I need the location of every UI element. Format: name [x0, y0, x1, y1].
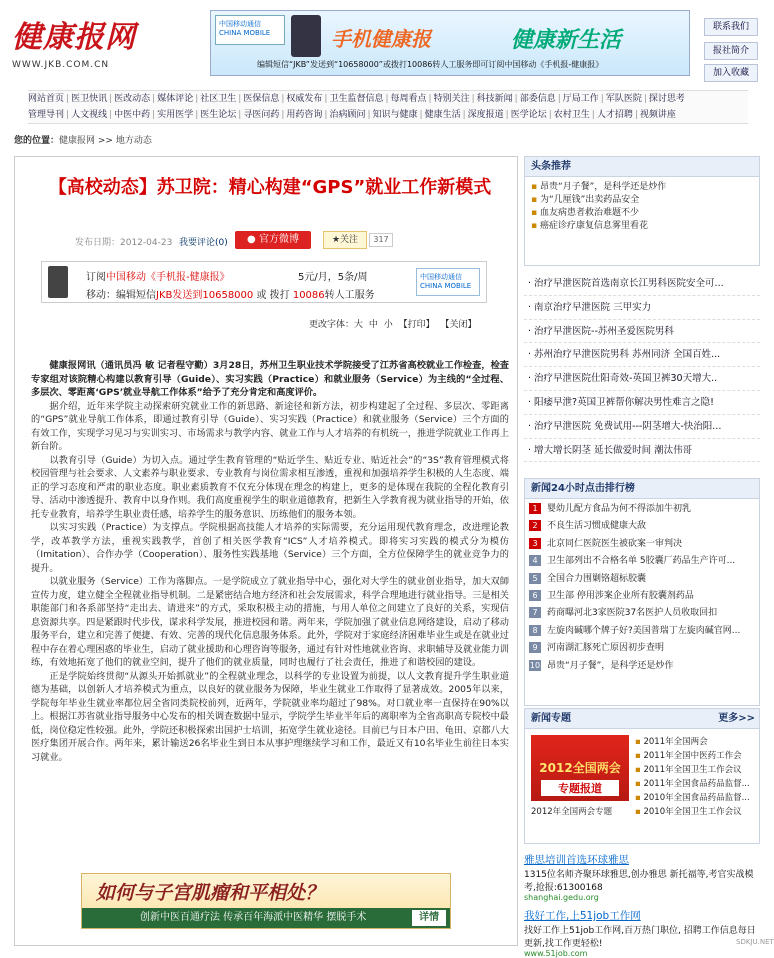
- sponsored-links: [524, 272, 760, 472]
- rank-number: 6: [529, 590, 541, 601]
- headline-item[interactable]: ▪ 昂贵“月子餐”，是科学还是炒作: [531, 181, 753, 194]
- nav-separator: |: [195, 94, 199, 104]
- nav-link[interactable]: 健康生活: [424, 110, 461, 120]
- nav-separator: |: [548, 110, 552, 120]
- rank-number: 2: [529, 520, 541, 531]
- ranking-title: 新闻24小时点击排行榜: [525, 479, 759, 499]
- nav-separator: |: [281, 94, 285, 104]
- nav-separator: |: [600, 94, 604, 104]
- article-title: 【高校动态】苏卫院：精心构建“GPS”就业工作新模式: [48, 177, 492, 198]
- ranking-text: 不良生活习惯成健康大敌: [547, 521, 647, 532]
- nav-separator: |: [281, 110, 285, 120]
- nav-link[interactable]: 人才招聘: [596, 110, 633, 120]
- text-ad-desc: 1315位名师齐聚环球雅思,创办雅思 新托福等,考官实战模考,抢报:61300168: [524, 870, 754, 893]
- sponsored-link-text: 阳痿早泄?英国卫裤帮你解决男性难言之隐!: [534, 396, 714, 408]
- nav-separator: |: [514, 94, 518, 104]
- nav-link[interactable]: 探讨思考: [648, 94, 685, 104]
- nav-link[interactable]: 人文视线: [71, 110, 108, 120]
- ranking-text: 婴幼儿配方食品为何不得添加牛初乳: [547, 504, 692, 514]
- phone-icon: [48, 266, 68, 298]
- ranking-item[interactable]: [529, 501, 755, 518]
- sponsored-link[interactable]: [524, 296, 760, 320]
- sidebar: [524, 156, 774, 958]
- breadcrumb: [14, 133, 152, 146]
- text-ad[interactable]: [524, 852, 760, 902]
- topics-more-link[interactable]: 更多>>: [718, 713, 755, 724]
- nav-link[interactable]: 用药咨询: [286, 110, 323, 120]
- header: [0, 0, 764, 84]
- text-ad-title[interactable]: 我好工作,上51job工作网: [524, 910, 641, 922]
- bottom-ad-subtitle: 创新中医百通疗法 传承百年海派中医精华 摆脱手术: [82, 908, 450, 928]
- bullet-icon: ·: [528, 420, 535, 432]
- nav-separator: |: [152, 110, 156, 120]
- nav-link[interactable]: 农村卫生: [553, 110, 590, 120]
- ranking-text: 河南湖汇豚死亡原因初步查明: [547, 643, 665, 654]
- topic-item[interactable]: ▪ 2010年全国食品药品监督...: [635, 791, 759, 805]
- ranking-item[interactable]: [529, 553, 755, 570]
- rank-number: 8: [529, 625, 541, 636]
- ad-l2-code: JKB发送到10658000: [156, 290, 254, 301]
- topics-title: 新闻专题: [531, 713, 571, 724]
- nav-separator: |: [324, 110, 328, 120]
- nav-separator: |: [428, 94, 432, 104]
- logo-title: 健康报网: [12, 20, 136, 55]
- article-paragraph: 以就业服务（Service）工作为落脚点。一是学院成立了就业指导中心，强化对大学生的就业创业指导，加大双師宣传力度，建立健全全程就业指导机制。二是紧密结合地方经济和社会发展需求，科学合理地进行就业指导。三是相关职能部门和各系部坚持“走出去、请进来”的方式，采取积极主动的措施，与用人单位之间建立了良好的关系，实现信息资源共享。四是紧跟时代步伐，谋求科学发展，推进校园和谐。两年来，学院加强了就业信息网络建设，启动了移动服务平台，建立和完善了便捷、有效、完善的现代化信息服务体系。此外，学院对于家庭经济困难毕业生或是在就业过程中存在着心理困惑的毕业生，启动了就业援助和心理咨询等服务，通过有针对性地就业咨询、求职辅导及就业能力训练，有效地拓宽了他们的就业空间，提升了他们的就业质量，同时也履行了社会责任，推进了和谐校园的建设。: [31, 576, 509, 668]
- nav-link[interactable]: 社区卫生: [200, 94, 237, 104]
- nav-separator: |: [238, 94, 242, 104]
- nav-separator: |: [324, 94, 328, 104]
- ad-l2-prefix: 移动：编辑短信: [86, 290, 156, 301]
- topic-list: [635, 735, 759, 819]
- nav-link[interactable]: 医学论坛: [510, 110, 547, 120]
- nav-separator: |: [109, 94, 113, 104]
- bottom-ad-banner[interactable]: [81, 873, 451, 929]
- ranking-item[interactable]: [529, 571, 755, 588]
- ad-l2-suffix: 转人工服务: [324, 290, 375, 301]
- ranking-box: [524, 478, 760, 706]
- nav-separator: |: [505, 110, 509, 120]
- nav-link[interactable]: 医保信息: [243, 94, 280, 104]
- ad-brand: 中国移动《手机报-健康报》: [106, 272, 230, 283]
- add-favorite-button[interactable]: 加入收藏: [704, 64, 758, 82]
- topic-image-title: 2012全国两会: [539, 761, 621, 775]
- comment-link[interactable]: 我要评论(0): [179, 238, 228, 248]
- nav-link[interactable]: 寻医问药: [243, 110, 280, 120]
- nav-separator: |: [66, 94, 70, 104]
- headline-item[interactable]: ▪ 为“几厘钱”出卖药品安全: [531, 194, 753, 207]
- sponsored-link-text: 增大增长阴茎 延长做爱时间 潮汰伟哥: [534, 444, 693, 456]
- sponsored-link-text: 治疗早泄医院--苏州圣爱医院男科: [534, 325, 674, 337]
- nav-separator: |: [634, 110, 638, 120]
- article-body: [31, 359, 509, 764]
- nav-separator: |: [591, 110, 595, 120]
- headline-item[interactable]: ▪ 血友病患者救治难题不少: [531, 207, 753, 220]
- breadcrumb-label: 您的位置：: [14, 136, 60, 146]
- nav-separator: |: [367, 110, 371, 120]
- ad-price: 5元/月，5条/周: [298, 272, 368, 283]
- topic-item[interactable]: ▪ 2011年全国中医药工作会: [635, 749, 759, 763]
- rank-number: 7: [529, 607, 541, 618]
- nav-link[interactable]: 每周看点: [390, 94, 427, 104]
- ad-l2-mid: 或 拨打: [256, 290, 290, 301]
- text-ad-desc: 找好工作上51job工作网,百万热门职位, 招聘工作信息每日更新,找工作更轻松!: [524, 926, 756, 949]
- topic-image-sub: 专题报道: [541, 780, 619, 796]
- header-banner[interactable]: [210, 10, 690, 76]
- nav-link[interactable]: 治病顾问: [329, 110, 366, 120]
- nav-link[interactable]: 视频讲座: [639, 110, 676, 120]
- nav-row-1: [28, 91, 748, 107]
- ad-line-1: [86, 268, 230, 283]
- nav-link[interactable]: 深度报道: [467, 110, 504, 120]
- rank-number: 3: [529, 538, 541, 549]
- banner-title-2: 健康新生活: [511, 28, 622, 53]
- nav-link[interactable]: 军队医院: [605, 94, 642, 104]
- bullet-icon: ·: [528, 325, 535, 337]
- weibo-button[interactable]: ● 官方微博: [235, 231, 311, 249]
- topic-item[interactable]: ▪ 2011年全国两会: [635, 735, 759, 749]
- main-nav: [28, 90, 748, 124]
- site-logo[interactable]: [12, 12, 172, 74]
- nav-link[interactable]: 科技新闻: [476, 94, 513, 104]
- rank-number: 9: [529, 642, 541, 653]
- rank-number: 4: [529, 555, 541, 566]
- sponsored-link[interactable]: [524, 320, 760, 344]
- article-paragraph: 据介绍，近年来学院主动探索研究就业工作的新思路、新途径和新方法，初步构建起了全过程、多层次、零距离的“GPS”就业导航工作体系，即通过教育引导（Guide）、实习实践（Practice）和就业服务（Service）三个方面的有效工作，实现学习见习与实训实习、市场需求与教学内容、就业工作与人才培养的有机统一，推进学院就业工作再上新台阶。: [31, 400, 509, 452]
- bullet-icon: ·: [528, 396, 535, 408]
- bottom-ad-title: 如何与子宫肌瘤和平相处？: [96, 882, 325, 904]
- nav-link[interactable]: 部委信息: [519, 94, 556, 104]
- nav-link[interactable]: 管理导刊: [28, 110, 65, 120]
- ranking-item[interactable]: [529, 588, 755, 605]
- follow-button[interactable]: [323, 231, 367, 249]
- ranking-item[interactable]: [529, 640, 755, 657]
- bullet-icon: ·: [528, 278, 535, 289]
- text-ad-title[interactable]: 雅思培训首选环球雅思: [524, 854, 629, 866]
- bullet-icon: ·: [528, 444, 535, 456]
- nav-link[interactable]: 知识与健康: [372, 110, 418, 120]
- topic-item[interactable]: ▪ 2011年全国食品药品监督...: [635, 777, 759, 791]
- bottom-ad-details-button[interactable]: 详情: [412, 910, 446, 926]
- headline-item[interactable]: ▪ 癌症诊疗康复信息雾里看花: [531, 220, 753, 233]
- phone-icon: [291, 15, 321, 57]
- ranking-text: 全国合力围剿铬超标胶囊: [547, 573, 647, 584]
- bullet-icon: ·: [528, 373, 535, 385]
- topics-header: [525, 709, 759, 729]
- nav-separator: |: [152, 94, 156, 104]
- article-paragraph: 以教育引导（Guide）为切入点。通过学生教育管理的“贴近学生、贴近专业、贴近社会”的“3S”教育管理模式将校园管理与社会要求、人文素养与职业要求、专业教育与岗位需求相互渗透，重视和加强培养学生积极的人生态度、端正的学习态度和严肃的职业态度。职业素质教育不仅充分体现在理念的构建上，更多的是体现在我院的全程化教育引导、活动中渗透提升、教育中以身作则。我们高度重视学生的职业道德教育，把新生入学教育视为就业指导的开始，依托专业教育，培养学生职业责任感，培养学生的服务意识、历练他们的服务本领。: [31, 454, 509, 520]
- ranking-item[interactable]: [529, 536, 755, 553]
- ranking-text: 药商曝河北3家医院37名医护人员收取回扣: [547, 608, 718, 619]
- headlines-title: 头条推荐: [525, 157, 759, 177]
- nav-separator: |: [462, 110, 466, 120]
- china-mobile-logo: 中国移动通信 CHINA MOBILE: [215, 15, 285, 45]
- font-size-bar[interactable]: 更改字体：大 中 小 【打印】 【关闭】: [309, 320, 477, 330]
- sponsored-link-text: 治疗早泄医院 免费试用---阴茎增大-快治阳...: [534, 420, 722, 432]
- ranking-text: 昂贵“月子餐”，是科学还是炒作: [547, 660, 674, 671]
- nav-link[interactable]: 卫生监督信息: [329, 94, 384, 104]
- ranking-text: 北京同仁医院医生被砍案一审判决: [547, 538, 683, 549]
- ad-l2-num: 10086: [292, 290, 325, 301]
- nav-link[interactable]: 医改动态: [114, 94, 151, 104]
- sponsored-link[interactable]: [524, 415, 760, 439]
- nav-link[interactable]: 医生论坛: [200, 110, 237, 120]
- publish-date: 发布日期：2012-04-23: [75, 238, 173, 248]
- nav-separator: |: [385, 94, 389, 104]
- headlines-list: [525, 177, 759, 237]
- nav-link[interactable]: 中医中药: [114, 110, 151, 120]
- ranking-list: [525, 499, 759, 677]
- nav-link[interactable]: 厅局工作: [562, 94, 599, 104]
- topic-item[interactable]: ▪ 2010年全国卫生工作会议: [635, 805, 759, 819]
- contact-us-button[interactable]: 联系我们: [704, 18, 758, 36]
- sponsored-link-text: 苏州治疗早泄医院男科 苏州同济 全国百姓...: [534, 349, 721, 361]
- breadcrumb-path[interactable]: 健康报网 >> 地方动态: [59, 136, 152, 146]
- sponsored-link[interactable]: [524, 439, 760, 463]
- ranking-item[interactable]: [529, 658, 755, 675]
- sponsored-link[interactable]: [524, 391, 760, 415]
- sponsored-link[interactable]: [524, 343, 760, 367]
- sponsored-link-text: 治疗早泄医院首选南京长江男科医院安全可...: [534, 278, 724, 289]
- nav-separator: |: [643, 94, 647, 104]
- article-paragraph: 正是学院始终贯彻“从源头开始抓就业”的全程就业理念，以科学的专业设置为前提，以人文教育提升学生职业道德为基础，以创新人才培养模式为重点，以良好的就业服务为保障，毕业生就业工作取得了显著成效。2005年以来，学院每年毕业生就业率都位居全省同类院校前列，近两年，学院就业率均超过了98%。对口就业率一直保持在90%以上。根据江苏省就业指导服务中心发布的相关调查数据中显示，学院学生毕业半年后的离职率为全省高职高专院校中最低，岗位稳定性较强。此外，学院还积极探索出国护士培训，拓宽学生就业途径。目前已与日本户田、龟田、京都八大医疗集团开展合作。两年来，累计输送26名毕业生到日本从事护理继续学习和工作，最近又有10名毕业生前往日本实习就业。: [31, 670, 509, 763]
- nav-link[interactable]: 媒体评论: [157, 94, 194, 104]
- nav-separator: |: [195, 110, 199, 120]
- weibo-label: 官方微博: [258, 234, 299, 245]
- article-paragraph: 以实习实践（Practice）为支撑点。学院根据高技能人才培养的实际需要，充分运用现代教育理念，改进理论教学，改革教学方法，重视实践教学，首创了相关医学教育“ICS”人才培养模式。即将实习实践的模式分为模仿（Imitation）、合作办学（Cooperation）、服务性实践基地（Service）三个方面，全方位保障学生的就业竞争力的提升。: [31, 522, 509, 574]
- nav-separator: |: [557, 94, 561, 104]
- sponsored-link-text: 南京治疗早泄医院 三甲实力: [534, 301, 652, 313]
- bullet-icon: ·: [528, 349, 535, 361]
- banner-title: 手机健康报: [331, 27, 431, 51]
- topic-item[interactable]: ▪ 2011年全国卫生工作会议: [635, 763, 759, 777]
- star-icon: ★: [331, 235, 341, 245]
- nav-separator: |: [419, 110, 423, 120]
- rank-number: 1: [529, 503, 541, 514]
- text-ad-url: www.51job.com: [524, 949, 588, 958]
- ranking-text: 卫生部列出不合格名单 5胶囊厂药品生产许可...: [547, 556, 736, 567]
- follow-count: 317: [369, 233, 393, 247]
- follow-label: 关注: [340, 235, 359, 245]
- china-mobile-logo: 中国移动通信 CHINA MOBILE: [416, 268, 480, 296]
- nav-separator: |: [109, 110, 113, 120]
- text-ads: [524, 852, 760, 958]
- text-ad[interactable]: [524, 908, 760, 958]
- topics-box: [524, 708, 760, 844]
- nav-link[interactable]: 实用医学: [157, 110, 194, 120]
- article-panel: [14, 156, 518, 946]
- article-paragraph: 健康报网讯（通讯员冯 敏 记者程守勤）3月28日，苏州卫生职业技术学院接受了江苏省高校就业工作检查，检查专家组对该院精心构建以教育引导（Guide）、实习实践（Practice）和就业服务（Service）为主线的“全过程、多层次、零距离‘GPS’就业导航工作体系”给予了充分肯定和高度评价。: [31, 360, 509, 398]
- watermark: SDKJU.NET: [736, 938, 774, 946]
- ad-prefix: 订阅: [86, 272, 106, 283]
- ranking-text: 左旋肉碱哪个牌子好?美国普瑞丁左旋肉碱官网...: [547, 625, 741, 636]
- logo-url: WWW.JKB.COM.CN: [12, 60, 110, 70]
- text-ad-url: shanghai.gedu.org: [524, 893, 599, 902]
- nav-link[interactable]: 权威发布: [286, 94, 323, 104]
- ranking-item[interactable]: [529, 518, 755, 535]
- nav-row-2: [28, 107, 748, 123]
- topic-image[interactable]: [531, 735, 629, 801]
- sponsored-link[interactable]: [524, 367, 760, 391]
- about-button[interactable]: 报社简介: [704, 42, 758, 60]
- nav-link[interactable]: 医卫快讯: [71, 94, 108, 104]
- banner-note: 编辑短信“JKB”发送到“10658000”或拨打10086转人工服务即可订阅中国移动《手机报-健康报》: [257, 60, 604, 69]
- nav-separator: |: [238, 110, 242, 120]
- sponsored-link[interactable]: [524, 272, 760, 296]
- bullet-icon: ·: [528, 301, 535, 313]
- ad-line-2: [86, 286, 375, 301]
- ranking-item[interactable]: [529, 605, 755, 622]
- nav-link[interactable]: 网站首页: [28, 94, 65, 104]
- rank-number: 10: [529, 660, 541, 670]
- nav-separator: |: [66, 110, 70, 120]
- nav-link[interactable]: 特别关注: [433, 94, 470, 104]
- subscribe-ad[interactable]: [41, 261, 487, 303]
- topic-caption[interactable]: 2012年全国两会专题: [531, 807, 613, 817]
- nav-separator: |: [471, 94, 475, 104]
- ranking-item[interactable]: [529, 623, 755, 640]
- sponsored-link-text: 治疗早泄医院仕阳奇效-英国卫裤30天增大..: [534, 373, 718, 385]
- headlines-box: [524, 156, 760, 266]
- ranking-text: 卫生部 停用涉案企业所有胶囊剂药品: [547, 590, 694, 601]
- rank-number: 5: [529, 573, 541, 584]
